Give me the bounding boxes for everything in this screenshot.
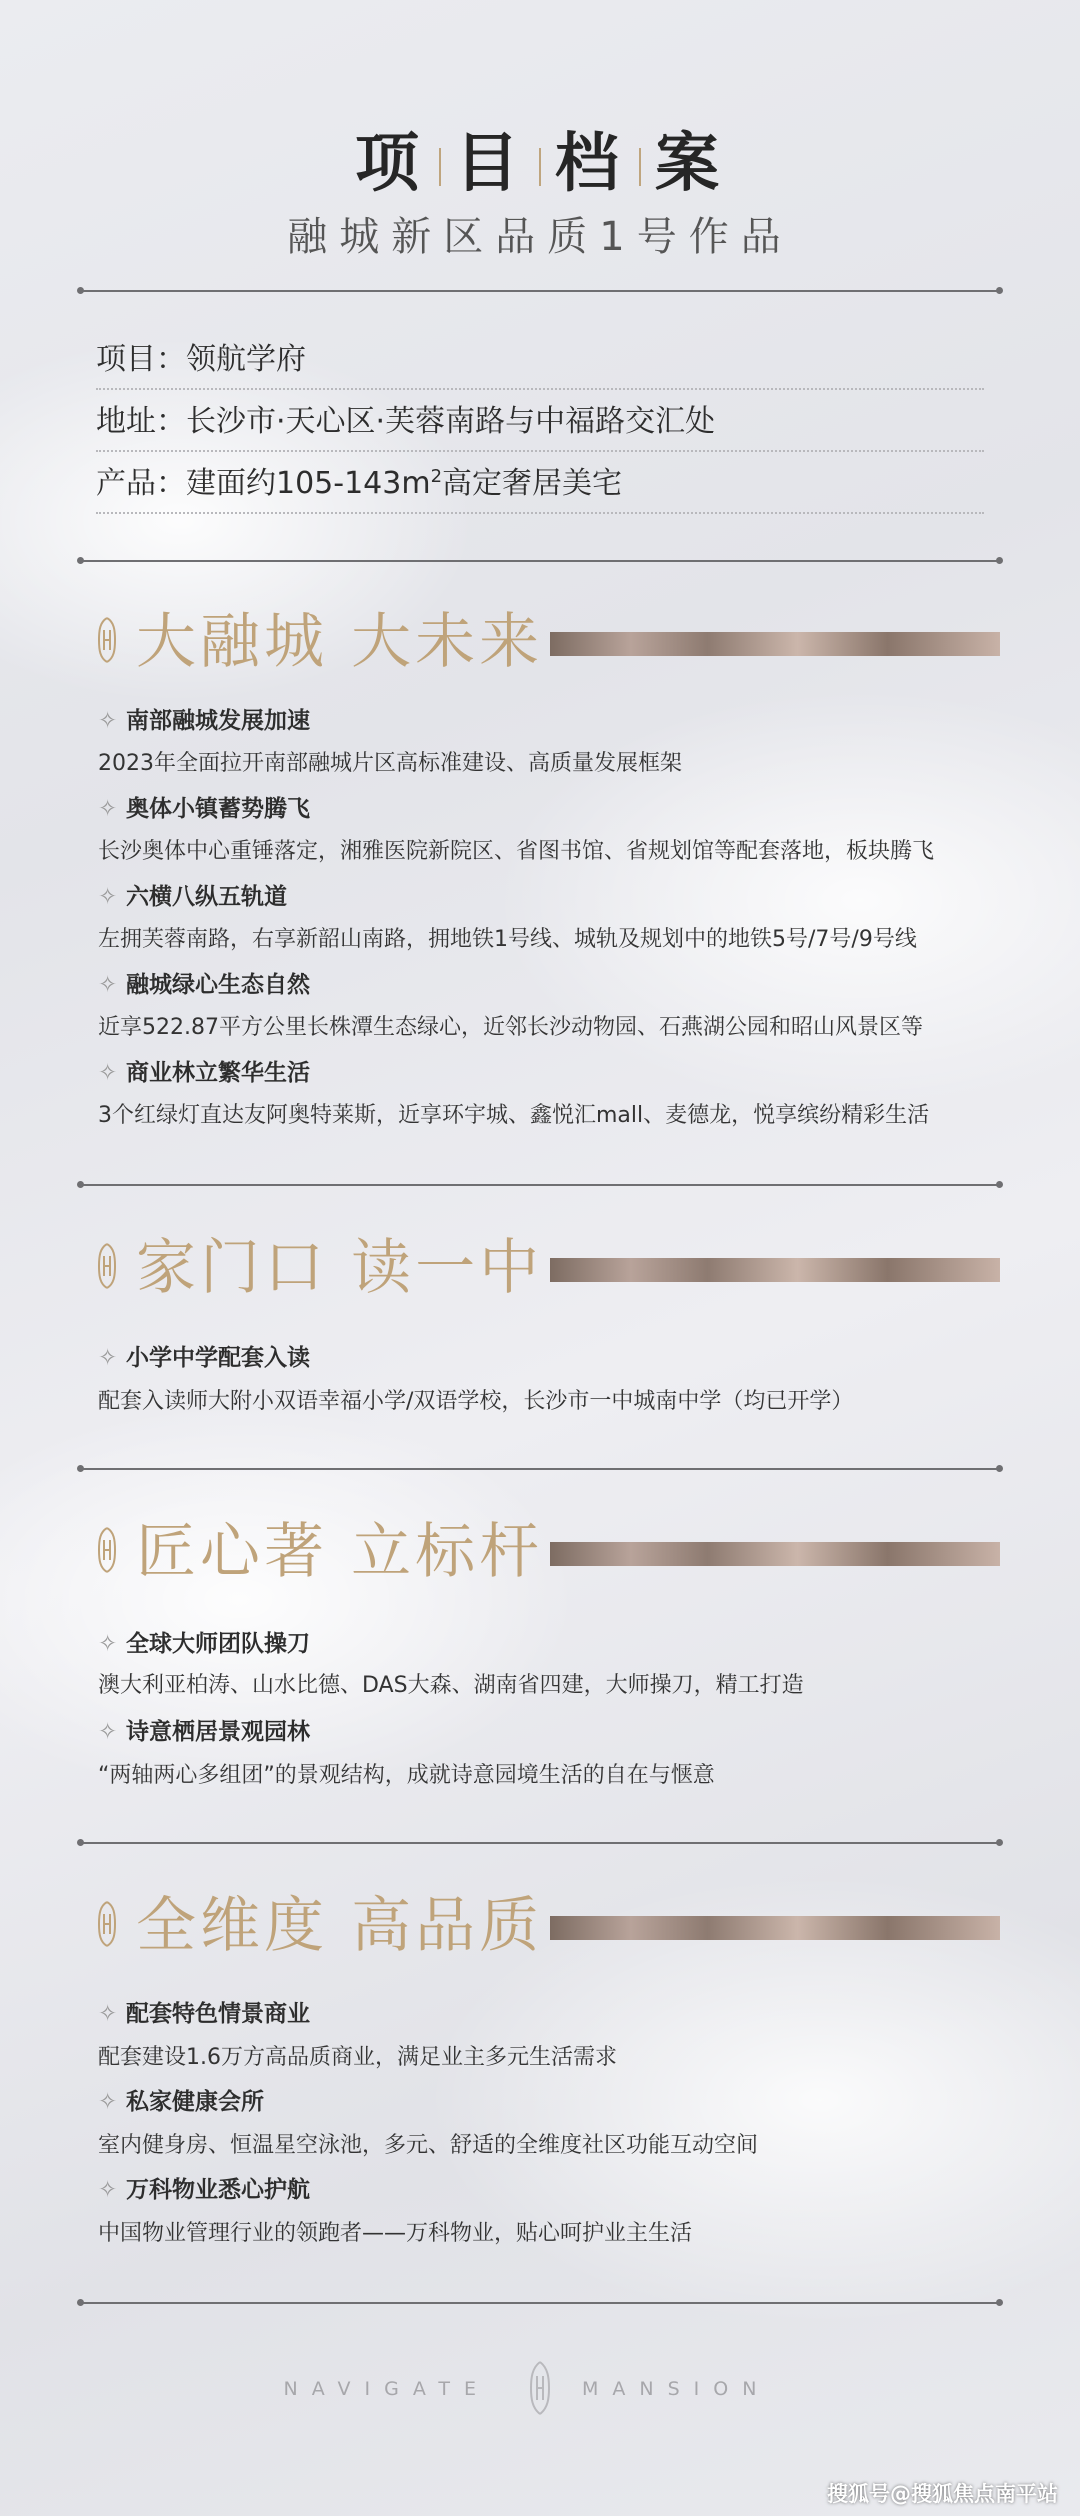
item-desc: 左拥芙蓉南路，右享新韶山南路，拥地铁1号线、城轨及规划中的地铁5号/7号/9号线 xyxy=(98,927,917,952)
item-desc: 配套建设1.6万方高品质商业，满足业主多元生活需求 xyxy=(98,2045,617,2070)
item-desc: 室内健身房、恒温星空泳池，多元、舒适的全维度社区功能互动空间 xyxy=(98,2133,759,2158)
item-desc: 中国物业管理行业的领跑者——万科物业，贴心呵护业主生活 xyxy=(98,2221,693,2246)
section-header xyxy=(96,602,1000,682)
item-desc: “两轴两心多组团”的景观结构，成就诗意园境生活的自在与惬意 xyxy=(98,1763,715,1788)
info-address-text: 地址：长沙市·天心区·芙蓉南路与中福路交汇处 xyxy=(96,404,716,439)
section-header xyxy=(96,1512,1000,1592)
brand-mark-icon xyxy=(528,2360,552,2416)
star-icon: ✧ xyxy=(98,1719,118,1745)
item-desc: 3个红绿灯直达友阿奥特莱斯，近享环宇城、鑫悦汇mall、麦德龙，悦享缤纷精彩生活 xyxy=(98,1103,930,1128)
star-icon: ✧ xyxy=(98,796,118,822)
star-icon: ✧ xyxy=(98,1631,118,1657)
section-title: 全维度 高品质 xyxy=(136,1891,544,1961)
info-product-sup: 2 xyxy=(430,466,443,487)
star-icon: ✧ xyxy=(98,884,118,910)
divider-rule xyxy=(80,560,1000,562)
info-project-text: 项目：领航学府 xyxy=(96,342,306,377)
divider-rule xyxy=(80,1184,1000,1186)
divider-rule xyxy=(80,2302,1000,2304)
info-product-suffix: 高定奢居美宅 xyxy=(442,466,623,501)
gold-bar xyxy=(550,1258,1000,1282)
brand-mark-icon xyxy=(96,1900,118,1948)
item-title: ✧ 六横八纵五轨道 xyxy=(98,879,287,915)
section-title: 家门口 读一中 xyxy=(136,1233,544,1303)
section-header xyxy=(96,1228,1000,1308)
title-char: 目 xyxy=(455,127,525,201)
item-desc: 近享522.87平方公里长株潭生态绿心，近邻长沙动物园、石燕湖公园和昭山风景区等 xyxy=(98,1015,923,1040)
brand-mark-icon xyxy=(96,1526,118,1574)
item-title: ✧ 私家健康会所 xyxy=(98,2084,264,2120)
item-title: ✧ 诗意栖居景观园林 xyxy=(98,1714,310,1750)
dotted-divider xyxy=(96,450,984,452)
item-title: ✧ 商业林立繁华生活 xyxy=(98,1055,310,1091)
title-divider xyxy=(639,148,641,186)
divider-rule xyxy=(80,290,1000,292)
star-icon: ✧ xyxy=(98,2089,118,2115)
info-address xyxy=(96,394,984,450)
page-subtitle: 融城新区品质1号作品 xyxy=(287,214,793,260)
watermark: 搜狐号@搜狐焦点南平站 xyxy=(827,2482,1058,2506)
item-title: ✧ 小学中学配套入读 xyxy=(98,1340,310,1376)
divider-rule xyxy=(80,1468,1000,1470)
section-title: 匠心著 立标杆 xyxy=(136,1517,544,1587)
page-title xyxy=(0,112,1080,204)
section-title: 大融城 大未来 xyxy=(136,607,544,677)
gold-bar xyxy=(550,1916,1000,1940)
footer-right-text: MANSION xyxy=(582,2378,771,2400)
info-product-prefix: 产品：建面约105-143m xyxy=(96,466,431,501)
title-char: 项 xyxy=(355,127,425,201)
gold-bar xyxy=(550,1542,1000,1566)
footer-left-text: NAVIGATE xyxy=(283,2378,490,2400)
item-title: ✧ 全球大师团队操刀 xyxy=(98,1626,310,1662)
star-icon: ✧ xyxy=(98,2001,118,2027)
divider-rule xyxy=(80,1842,1000,1844)
item-title: ✧ 融城绿心生态自然 xyxy=(98,967,310,1003)
item-desc: 澳大利亚柏涛、山水比德、DAS大森、湖南省四建，大师操刀，精工打造 xyxy=(98,1673,804,1698)
star-icon: ✧ xyxy=(98,972,118,998)
item-desc: 长沙奥体中心重锤落定，湘雅医院新院区、省图书馆、省规划馆等配套落地，板块腾飞 xyxy=(98,839,935,864)
title-char: 档 xyxy=(555,127,625,201)
item-title: ✧ 南部融城发展加速 xyxy=(98,703,310,739)
brand-mark-icon xyxy=(96,616,118,664)
item-desc: 配套入读师大附小双语幸福小学/双语学校，长沙市一中城南中学（均已开学） xyxy=(98,1389,854,1414)
item-title: ✧ 万科物业悉心护航 xyxy=(98,2172,310,2208)
dotted-divider xyxy=(96,512,984,514)
item-desc: 2023年全面拉开南部融城片区高标准建设、高质量发展框架 xyxy=(98,751,682,776)
gold-bar xyxy=(550,632,1000,656)
star-icon: ✧ xyxy=(98,2177,118,2203)
item-title: ✧ 奥体小镇蓄势腾飞 xyxy=(98,791,310,827)
brand-mark-icon xyxy=(96,1242,118,1290)
footer-logo xyxy=(0,2360,1080,2420)
item-title: ✧ 配套特色情景商业 xyxy=(98,1996,310,2032)
star-icon: ✧ xyxy=(98,708,118,734)
title-divider xyxy=(539,148,541,186)
title-divider xyxy=(439,148,441,186)
star-icon: ✧ xyxy=(98,1060,118,1086)
dotted-divider xyxy=(96,388,984,390)
star-icon: ✧ xyxy=(98,1345,118,1371)
info-project xyxy=(96,332,984,388)
info-product xyxy=(96,456,984,512)
section-header xyxy=(96,1886,1000,1966)
title-char: 案 xyxy=(655,127,725,201)
